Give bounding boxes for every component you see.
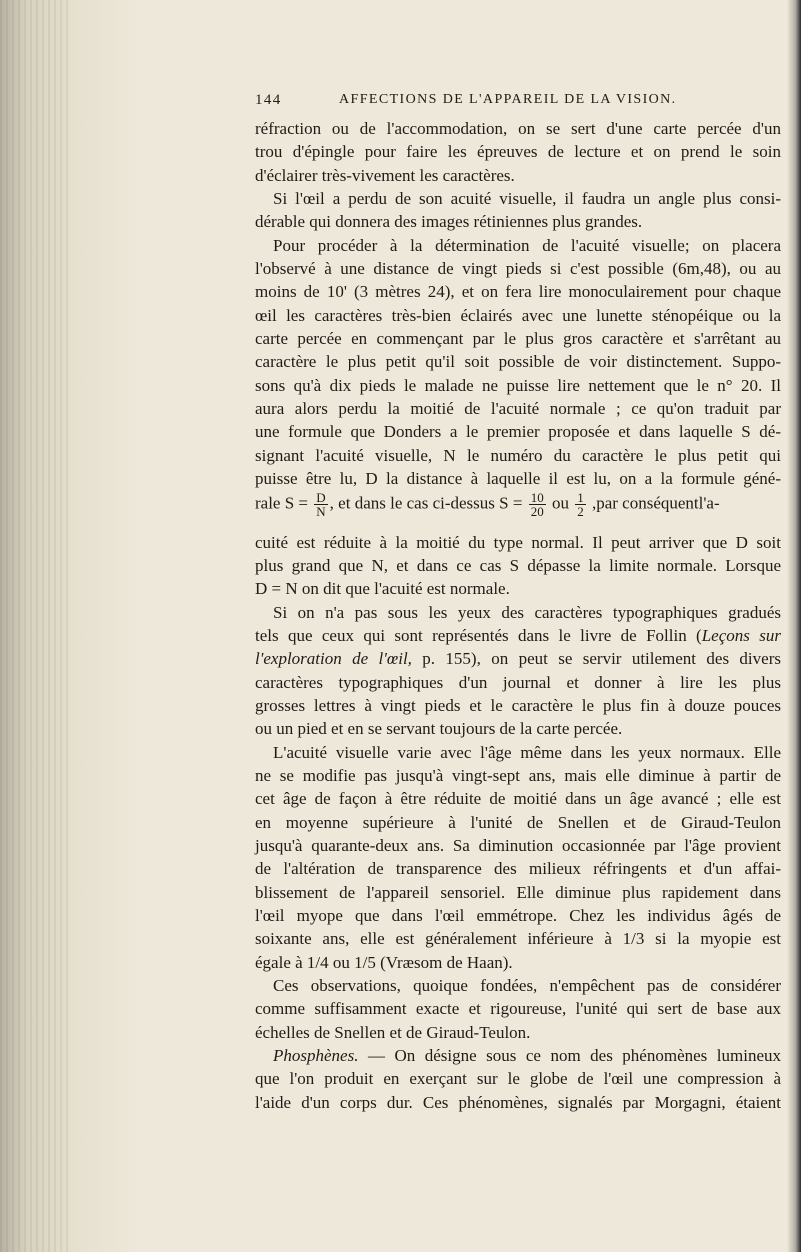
text-line: dérable qui donnera des images rétiniennes plus grandes. [255, 212, 643, 232]
text-line: Ces observations, quoique fondées, n'empêchent pas de considérer [273, 976, 781, 996]
text-line: caractère le plus petit qu'il soit possible de voir distinctement. Suppo- [255, 352, 781, 372]
text-line: puisse être lu, D la distance à laquelle il est lu, on a la formule géné- [255, 469, 781, 489]
text-line: œil les caractères très-bien éclairés avec une lunette sténopéique ou la [255, 305, 781, 325]
fraction-denominator: 20 [530, 503, 544, 519]
text-line: D = N on dit que l'acuité est normale. [255, 579, 510, 599]
fraction-numerator: D [316, 489, 326, 505]
text-line: l'observé à une distance de vingt pieds si c'est possible (6m,48), ou au [255, 259, 781, 279]
text-line: plus grand que N, et dans ce cas S dépasse la limite normale. Lorsque [255, 555, 781, 575]
text-line: sons qu'à dix pieds le malade ne puisse lire nettement que le n° 20. Il [255, 375, 781, 395]
text-line: carte percée en commençant par le plus gros caractère et s'arrêtant au [255, 329, 781, 349]
text-line: ne se modifie pas jusqu'à vingt-sept ans, mais elle diminue à partir de [255, 765, 781, 785]
text-line: moins de 10' (3 mètres 24), et on fera lire monoculairement pour chaque [255, 282, 781, 302]
text-line: cuité est réduite à la moitié du type normal. Il peut arriver que D soit [255, 532, 781, 552]
text-segment: p. 155), on peut se servir utilement des divers [411, 649, 781, 669]
text-line: jusqu'à quarante-deux ans. Sa diminution occasionnée par l'âge provient [255, 835, 781, 855]
text-line [255, 624, 781, 647]
section-title-phosphenes: Phosphènes. [273, 1046, 359, 1066]
formula-text: , et dans le cas ci-dessus S = [329, 492, 523, 512]
text-line: caractères typographiques d'un journal et donner à lire les plus [255, 672, 781, 692]
text-line: une formule que Donders a le premier proposée et dans laquelle S dé- [255, 422, 781, 442]
text-line: de l'altération de transparence des milieux réfringents et d'un affai- [255, 859, 781, 879]
book-title-italic: Leçons sur [701, 625, 781, 645]
text-line: aura alors perdu la moitié de l'acuité normale ; ce qu'on traduit par [255, 399, 781, 419]
page-header [255, 92, 775, 114]
text-line: comme suffisamment exacte et rigoureuse, l'unité qui sert de base aux [255, 999, 781, 1019]
fraction-denominator: N [316, 503, 326, 519]
text-line: Si on n'a pas sous les yeux des caractères typographiques gradués [273, 602, 781, 622]
text-line: l'aide d'un corps dur. Ces phénomènes, signalés par Morgagni, étaient [255, 1092, 781, 1112]
body-text [255, 117, 781, 1114]
text-line [255, 1044, 781, 1067]
text-line: échelles de Snellen et de Giraud-Teulon. [255, 1022, 531, 1042]
text-line: soixante ans, elle est généralement inférieure à 1/3 si la myopie est [255, 929, 781, 949]
text-line: Si l'œil a perdu de son acuité visuelle, il faudra un angle plus consi- [273, 189, 781, 209]
text-segment: — On désigne sous ce nom des phénomènes lumineux [358, 1046, 781, 1066]
text-line: blissement de l'appareil sensoriel. Elle diminue plus rapidement dans [255, 882, 781, 902]
fraction-d-over-n [314, 491, 327, 518]
text-line: L'acuité visuelle varie avec l'âge même dans les yeux normaux. Elle [273, 742, 781, 762]
fraction-numerator: 10 [530, 489, 544, 505]
text-line: d'éclairer très-vivement les caractères. [255, 165, 515, 185]
text-segment: tels que ceux qui sont représentés dans le livre de Follin ( [255, 625, 702, 645]
text-line: l'œil myope que dans l'œil emmétrope. Chez les individus âgés de [255, 906, 781, 925]
formula-text: ,par conséquentl'a- [591, 492, 720, 512]
fraction-numerator: 1 [577, 489, 584, 505]
formula-line [255, 491, 781, 531]
book-title-italic: l'exploration de l'œil, [255, 649, 412, 669]
fraction-10-over-20 [529, 491, 546, 518]
text-line: cet âge de façon à être réduite de moitié dans un âge avancé ; elle est [255, 789, 781, 809]
text-line [255, 647, 781, 670]
formula-text: ou [551, 492, 569, 512]
page-number: 144 [255, 92, 282, 108]
text-line: que l'on produit en exerçant sur le globe de l'œil une compression à [255, 1069, 781, 1089]
text-line: réfraction ou de l'accommodation, on se sert d'une carte percée d'un [255, 119, 781, 138]
text-line: signant l'acuité visuelle, N le numéro du caractère le plus petit qui [255, 445, 781, 465]
formula-text: rale S = [255, 492, 309, 512]
running-head: AFFECTIONS DE L'APPAREIL DE LA VISION. [339, 92, 677, 107]
page-right-shadow [787, 0, 801, 1252]
text-line: trou d'épingle pour faire les épreuves de lecture et on prend le soin [255, 142, 781, 162]
page-edge-texture [0, 0, 70, 1252]
text-line: égale à 1/4 ou 1/5 (Vræsom de Haan). [255, 952, 513, 972]
fraction-1-over-2 [575, 491, 586, 518]
text-line: Pour procéder à la détermination de l'acuité visuelle; on placera [273, 235, 781, 255]
text-line: ou un pied et en se servant toujours de la carte percée. [255, 719, 623, 739]
text-line: grosses lettres à vingt pieds et le caractère le plus fin à douze pouces [255, 695, 781, 715]
text-line: en moyenne supérieure à l'unité de Snellen et de Giraud-Teulon [255, 812, 781, 832]
fraction-denominator: 2 [577, 503, 584, 519]
